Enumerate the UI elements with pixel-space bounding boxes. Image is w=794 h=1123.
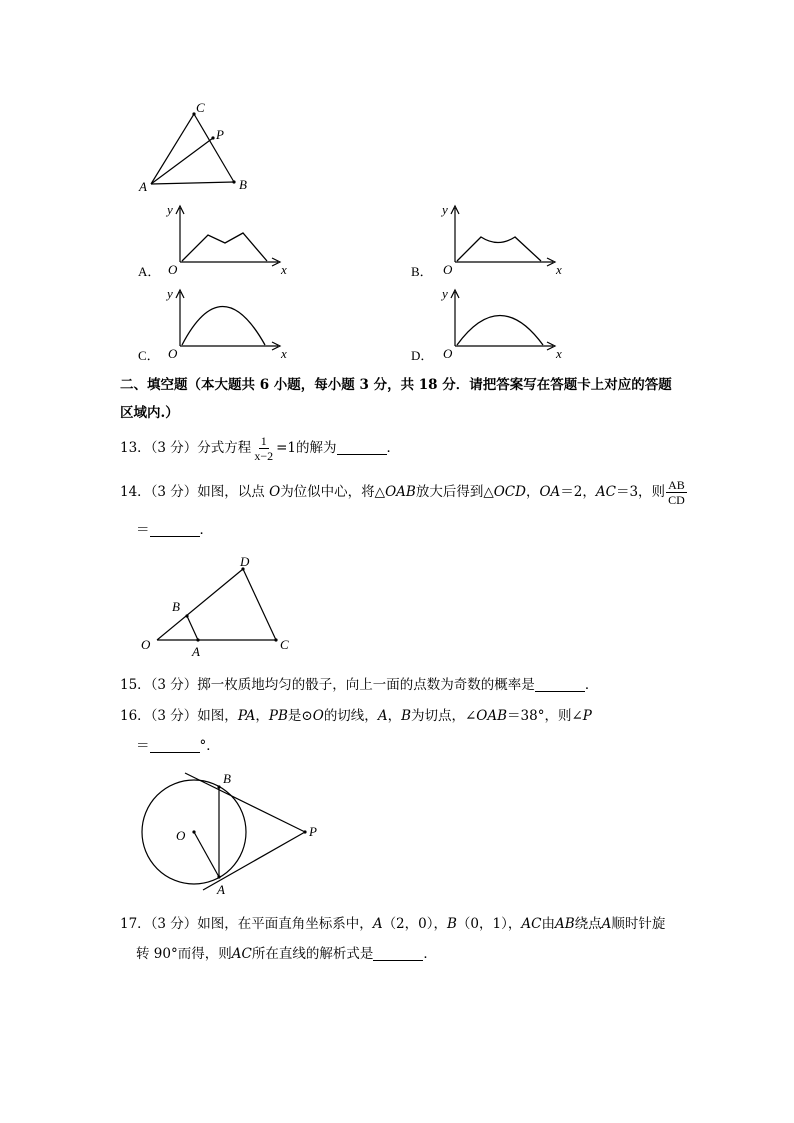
- label-C: C: [196, 100, 205, 115]
- question-14: 14．（3 分）如图，以点 O为位似中心，将△OAB放大后得到△OCD，OA＝2，AC＝3，则 $\frac{AB}{CD}$: [120, 478, 685, 507]
- figure-14: [135, 552, 305, 658]
- label-P: P: [216, 127, 224, 142]
- svg-text:y: y: [442, 286, 448, 301]
- svg-text:x: x: [556, 346, 562, 361]
- section-heading-cont: 区域内.）: [120, 405, 179, 421]
- fig14-label-D: D: [240, 554, 250, 569]
- svg-text:O: O: [168, 346, 178, 361]
- fig16-label-O: O: [176, 828, 186, 843]
- svg-text:y: y: [442, 202, 448, 217]
- section-heading: 二、填空题（本大题共 6 小题，每小题 3 分，共 18 分．请把答案写在答题卡上对应的答题: [120, 377, 672, 393]
- question-15: 15．（3 分）掷一枚质地均匀的骰子，向上一面的点数为奇数的概率是 ．: [120, 677, 599, 693]
- option-a-label: A．: [138, 264, 161, 279]
- graph-a-curve: [182, 233, 267, 261]
- svg-text:x: x: [281, 262, 287, 277]
- fig14-label-O: O: [141, 637, 151, 652]
- svg-text:O: O: [168, 262, 178, 277]
- question-14-line2: ＝ ．: [136, 522, 213, 538]
- fig16-label-P: P: [309, 824, 317, 839]
- label-B: B: [239, 177, 247, 192]
- graph-option-d: [405, 284, 575, 364]
- svg-text:O: O: [443, 262, 453, 277]
- svg-text:y: y: [167, 202, 173, 217]
- graph-d-curve: [457, 316, 543, 346]
- answer-blank-15: [535, 677, 585, 692]
- fig14-label-A: A: [192, 644, 200, 658]
- answer-blank-17: [373, 946, 423, 961]
- figure-16: [135, 766, 335, 898]
- fig16-label-B: B: [223, 771, 231, 786]
- triangle-figure: [130, 98, 260, 196]
- option-d-label: D．: [411, 348, 434, 363]
- svg-text:x: x: [281, 346, 287, 361]
- question-16: 16．（3 分）如图，PA，PB是⊙O的切线，A，B为切点，∠OAB＝38°，则∠P: [120, 708, 592, 724]
- q13-fraction: $\frac{1}{x-2}$: [254, 434, 274, 463]
- graph-c-curve: [182, 307, 265, 346]
- answer-blank-14: [150, 522, 200, 537]
- answer-blank-13: [337, 440, 387, 455]
- question-17: 17．（3 分）如图，在平面直角坐标系中，A（2，0），B（0，1），AC由AB绕点A顺时针旋: [120, 916, 666, 932]
- option-b-label: B．: [411, 264, 433, 279]
- option-c-label: C．: [138, 348, 160, 363]
- svg-text:y: y: [167, 286, 173, 301]
- graph-option-c: [130, 284, 300, 364]
- fig16-label-A: A: [217, 882, 225, 897]
- question-16-line2: ＝ °．: [136, 738, 220, 754]
- question-17-line2: 转 90°而得，则AC所在直线的解析式是 ．: [136, 946, 437, 962]
- graph-b-curve: [457, 237, 541, 261]
- svg-text:O: O: [443, 346, 453, 361]
- fig14-label-C: C: [280, 637, 289, 652]
- answer-blank-16: [150, 738, 200, 753]
- svg-text:x: x: [556, 262, 562, 277]
- question-13: 13．（3 分）分式方程 $\frac{1}{x-2}$ =1的解为 ．: [120, 434, 400, 463]
- graph-option-b: [405, 200, 575, 280]
- graph-option-a: [130, 200, 300, 280]
- fig14-label-B: B: [172, 599, 180, 614]
- q14-fraction: $\frac{AB}{CD}$: [668, 478, 685, 507]
- label-A: A: [139, 179, 147, 194]
